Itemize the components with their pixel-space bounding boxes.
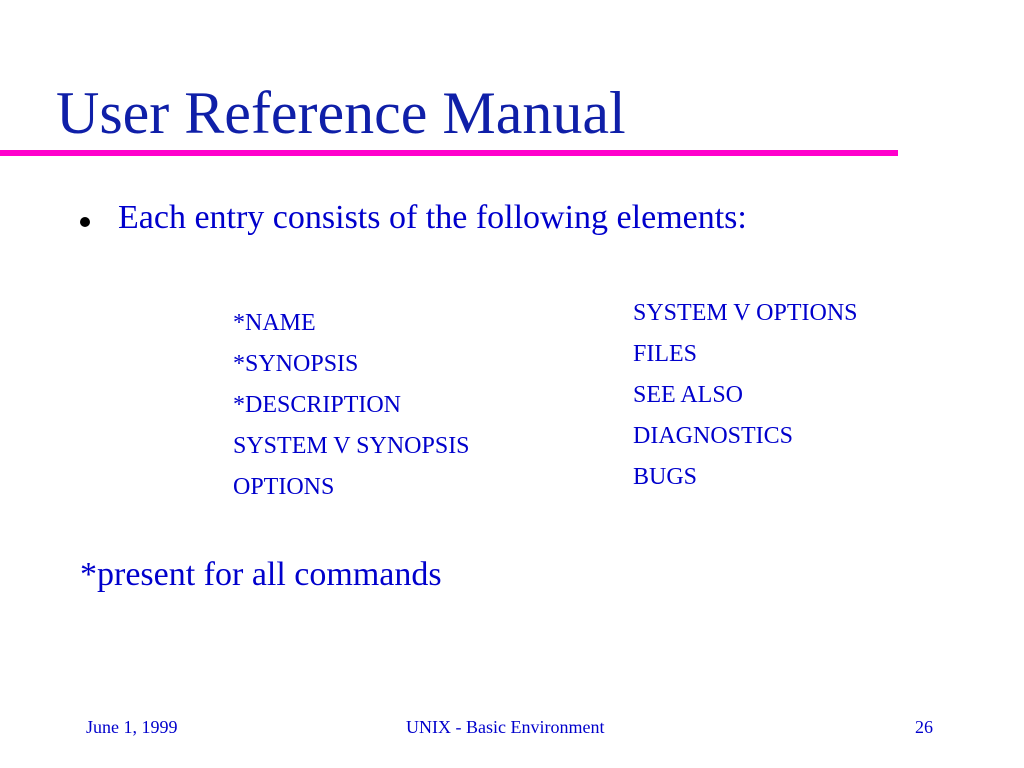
- slide-title: User Reference Manual: [56, 80, 626, 146]
- entries-list-left: [233, 303, 470, 508]
- entry-see-also: SEE ALSO: [633, 382, 744, 408]
- entry-synopsis: *SYNOPSIS: [233, 351, 359, 377]
- entry-diagnostics: DIAGNOSTICS: [633, 423, 794, 449]
- entry-system-v-synopsis: SYSTEM V SYNOPSIS: [233, 433, 470, 459]
- entry-system-v-options: SYSTEM V OPTIONS: [633, 300, 858, 326]
- bullet-dot-icon: [80, 217, 90, 227]
- page-number: 26: [915, 717, 933, 737]
- bullet-text: Each entry consists of the following elements:: [118, 199, 747, 236]
- bullet-item: [80, 198, 747, 238]
- entry-options: OPTIONS: [233, 474, 335, 500]
- entries-list-right: [633, 293, 858, 498]
- title-underline: [0, 150, 898, 156]
- entry-files: FILES: [633, 341, 698, 367]
- entry-bugs: BUGS: [633, 464, 698, 490]
- footnote: *present for all commands: [80, 556, 442, 593]
- entry-description: *DESCRIPTION: [233, 392, 402, 418]
- entry-name: *NAME: [233, 310, 316, 336]
- footer-date: June 1, 1999: [86, 717, 178, 737]
- footer-title: UNIX - Basic Environment: [406, 717, 605, 737]
